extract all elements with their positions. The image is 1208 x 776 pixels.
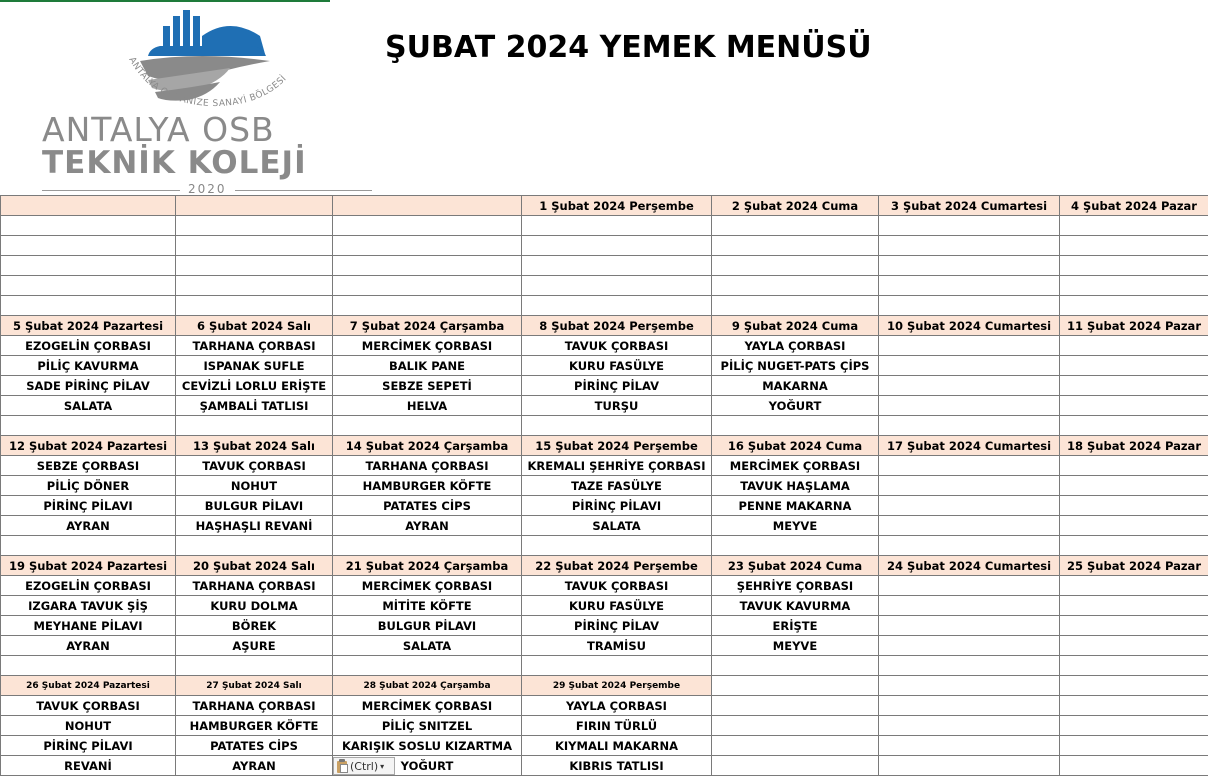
menu-row xyxy=(1,456,1208,476)
menu-cell[interactable]: TRAMİSU xyxy=(522,636,712,656)
menu-cell[interactable] xyxy=(522,536,712,556)
menu-cell[interactable] xyxy=(1060,516,1208,536)
menu-cell[interactable]: SALATA xyxy=(1,396,176,416)
menu-cell[interactable]: KURU FASÜLYE xyxy=(522,356,712,376)
clipboard-icon xyxy=(336,759,348,773)
day-header-cell[interactable]: 17 Şubat 2024 Cumartesi xyxy=(879,436,1060,456)
menu-row xyxy=(1,336,1208,356)
menu-cell[interactable]: TAVUK HAŞLAMA xyxy=(712,476,879,496)
menu-cell[interactable] xyxy=(1060,636,1208,656)
day-header-cell[interactable]: 24 Şubat 2024 Cumartesi xyxy=(879,556,1060,576)
menu-cell[interactable] xyxy=(712,276,879,296)
logo-subtitle: TEKNİK KOLEJİ xyxy=(42,145,382,181)
menu-cell[interactable]: SALATA xyxy=(522,516,712,536)
menu-cell[interactable]: TAVUK ÇORBASI xyxy=(1,696,176,716)
menu-cell[interactable]: MERCİMEK ÇORBASI xyxy=(333,576,522,596)
menu-cell[interactable]: SALATA xyxy=(333,636,522,656)
day-header-cell[interactable] xyxy=(176,196,333,216)
menu-cell[interactable] xyxy=(333,236,522,256)
menu-cell[interactable] xyxy=(176,536,333,556)
menu-cell[interactable] xyxy=(1,256,176,276)
week-header-row xyxy=(1,556,1208,576)
menu-cell[interactable] xyxy=(712,716,879,736)
menu-row xyxy=(1,496,1208,516)
menu-cell[interactable]: PİRİNÇ PİLAVI xyxy=(522,496,712,516)
menu-row xyxy=(1,576,1208,596)
menu-cell[interactable] xyxy=(879,616,1060,636)
menu-row xyxy=(1,536,1208,556)
menu-row xyxy=(1,736,1208,756)
menu-cell[interactable]: TARHANA ÇORBASI xyxy=(176,696,333,716)
menu-cell[interactable]: PİLİÇ KAVURMA xyxy=(1,356,176,376)
menu-cell[interactable] xyxy=(176,296,333,316)
menu-cell[interactable]: KURU FASÜLYE xyxy=(522,596,712,616)
menu-cell[interactable]: TAVUK ÇORBASI xyxy=(522,576,712,596)
menu-row xyxy=(1,276,1208,296)
menu-cell[interactable] xyxy=(879,476,1060,496)
paste-options-button[interactable] xyxy=(333,757,395,775)
menu-cell[interactable]: TAVUK KAVURMA xyxy=(712,596,879,616)
menu-cell[interactable]: ŞAMBALİ TATLISI xyxy=(176,396,333,416)
logo-emblem xyxy=(30,6,390,116)
menu-cell[interactable] xyxy=(712,236,879,256)
menu-cell[interactable] xyxy=(333,656,522,676)
day-header-cell[interactable]: 21 Şubat 2024 Çarşamba xyxy=(333,556,522,576)
menu-cell[interactable]: MEYVE xyxy=(712,636,879,656)
menu-cell[interactable]: AŞURE xyxy=(176,636,333,656)
menu-cell[interactable]: PİRİNÇ PİLAVI xyxy=(1,496,176,516)
menu-cell[interactable] xyxy=(1060,736,1208,756)
menu-cell[interactable]: YOĞURT xyxy=(712,396,879,416)
menu-cell[interactable] xyxy=(1060,576,1208,596)
chevron-down-icon: ▾ xyxy=(380,762,384,771)
menu-cell[interactable] xyxy=(522,296,712,316)
menu-cell[interactable]: KARIŞIK SOSLU KIZARTMA xyxy=(333,736,522,756)
menu-cell[interactable] xyxy=(1060,216,1208,236)
menu-row xyxy=(1,396,1208,416)
menu-cell[interactable]: NOHUT xyxy=(176,476,333,496)
menu-cell[interactable] xyxy=(1060,496,1208,516)
menu-cell[interactable] xyxy=(176,216,333,236)
menu-cell[interactable] xyxy=(1060,296,1208,316)
day-header-cell[interactable]: 28 Şubat 2024 Çarşamba xyxy=(333,676,522,696)
menu-cell[interactable] xyxy=(879,356,1060,376)
day-header-cell[interactable]: 20 Şubat 2024 Salı xyxy=(176,556,333,576)
day-header-cell[interactable] xyxy=(1060,676,1208,696)
day-header-cell[interactable]: 11 Şubat 2024 Pazar xyxy=(1060,316,1208,336)
menu-cell[interactable] xyxy=(712,756,879,776)
school-logo xyxy=(30,6,390,196)
day-header-cell[interactable]: 4 Şubat 2024 Pazar xyxy=(1060,196,1208,216)
menu-cell[interactable] xyxy=(712,696,879,716)
menu-cell[interactable] xyxy=(1060,236,1208,256)
menu-cell[interactable] xyxy=(1,276,176,296)
menu-cell[interactable] xyxy=(176,256,333,276)
menu-cell[interactable] xyxy=(879,656,1060,676)
menu-row xyxy=(1,296,1208,316)
menu-cell[interactable] xyxy=(879,276,1060,296)
menu-cell[interactable] xyxy=(1060,716,1208,736)
menu-cell[interactable]: BULGUR PİLAVI xyxy=(176,496,333,516)
day-header-cell[interactable]: 2 Şubat 2024 Cuma xyxy=(712,196,879,216)
menu-cell[interactable] xyxy=(1060,256,1208,276)
menu-cell[interactable]: PİRİNÇ PİLAVI xyxy=(1,736,176,756)
menu-cell[interactable]: YAYLA ÇORBASI xyxy=(712,336,879,356)
menu-cell[interactable]: SEBZE ÇORBASI xyxy=(1,456,176,476)
menu-cell[interactable] xyxy=(879,596,1060,616)
menu-row xyxy=(1,656,1208,676)
day-header-cell[interactable]: 9 Şubat 2024 Cuma xyxy=(712,316,879,336)
day-header-cell[interactable]: 27 Şubat 2024 Salı xyxy=(176,676,333,696)
menu-cell[interactable] xyxy=(1060,376,1208,396)
menu-cell[interactable] xyxy=(879,456,1060,476)
week-header-row xyxy=(1,316,1208,336)
logo-arc-text: ANTALYA ORGANİZE SANAYİ BÖLGESİ xyxy=(126,56,288,109)
menu-cell[interactable]: KREMALI ŞEHRİYE ÇORBASI xyxy=(522,456,712,476)
menu-cell[interactable] xyxy=(333,216,522,236)
menu-cell[interactable] xyxy=(879,716,1060,736)
menu-cell[interactable] xyxy=(879,736,1060,756)
menu-cell[interactable] xyxy=(333,416,522,436)
day-header-cell[interactable]: 23 Şubat 2024 Cuma xyxy=(712,556,879,576)
day-header-cell[interactable]: 8 Şubat 2024 Perşembe xyxy=(522,316,712,336)
paste-options-label: (Ctrl) xyxy=(350,760,378,773)
menu-row xyxy=(1,516,1208,536)
menu-cell[interactable]: BULGUR PİLAVI xyxy=(333,616,522,636)
menu-cell[interactable]: AYRAN xyxy=(333,516,522,536)
menu-cell[interactable] xyxy=(522,256,712,276)
menu-cell[interactable]: AYRAN xyxy=(176,756,333,776)
menu-cell[interactable] xyxy=(1,536,176,556)
menu-cell[interactable]: MERCİMEK ÇORBASI xyxy=(333,696,522,716)
day-header-cell[interactable]: 16 Şubat 2024 Cuma xyxy=(712,436,879,456)
menu-cell[interactable]: TAZE FASÜLYE xyxy=(522,476,712,496)
menu-grid xyxy=(0,195,1208,776)
menu-cell[interactable] xyxy=(522,416,712,436)
menu-cell[interactable] xyxy=(333,256,522,276)
menu-cell[interactable]: MAKARNA xyxy=(712,376,879,396)
menu-cell[interactable]: ERİŞTE xyxy=(712,616,879,636)
menu-cell[interactable]: AYRAN xyxy=(1,516,176,536)
logo-year: 2020 xyxy=(180,182,235,196)
menu-cell[interactable] xyxy=(1,416,176,436)
logo-name: ANTALYA OSB xyxy=(42,110,382,149)
menu-cell[interactable] xyxy=(522,276,712,296)
menu-row xyxy=(1,716,1208,736)
menu-cell[interactable]: HELVA xyxy=(333,396,522,416)
menu-row xyxy=(1,416,1208,436)
menu-cell[interactable]: AYRAN xyxy=(1,636,176,656)
day-header-cell[interactable] xyxy=(712,676,879,696)
menu-cell[interactable] xyxy=(333,276,522,296)
menu-cell[interactable]: BALIK PANE xyxy=(333,356,522,376)
menu-cell[interactable] xyxy=(712,256,879,276)
menu-cell[interactable] xyxy=(522,236,712,256)
menu-cell[interactable] xyxy=(879,636,1060,656)
menu-cell[interactable] xyxy=(879,396,1060,416)
menu-cell[interactable] xyxy=(1,216,176,236)
menu-cell[interactable]: MEYHANE PİLAVI xyxy=(1,616,176,636)
menu-row xyxy=(1,216,1208,236)
day-header-cell[interactable]: 6 Şubat 2024 Salı xyxy=(176,316,333,336)
menu-cell[interactable]: PİRİNÇ PİLAV xyxy=(522,616,712,636)
menu-cell[interactable]: KIBRIS TATLISI xyxy=(522,756,712,776)
week-header-row xyxy=(1,196,1208,216)
day-header-cell[interactable]: 12 Şubat 2024 Pazartesi xyxy=(1,436,176,456)
menu-cell[interactable]: MEYVE xyxy=(712,516,879,536)
menu-cell[interactable]: ŞEHRİYE ÇORBASI xyxy=(712,576,879,596)
menu-cell[interactable] xyxy=(1060,456,1208,476)
menu-cell[interactable] xyxy=(1060,616,1208,636)
menu-cell[interactable] xyxy=(712,656,879,676)
menu-cell[interactable]: SEBZE SEPETİ xyxy=(333,376,522,396)
menu-cell[interactable]: TARHANA ÇORBASI xyxy=(333,456,522,476)
day-header-cell[interactable]: 22 Şubat 2024 Perşembe xyxy=(522,556,712,576)
menu-row xyxy=(1,756,1208,776)
menu-cell[interactable]: BÖREK xyxy=(176,616,333,636)
menu-cell[interactable] xyxy=(1060,756,1208,776)
menu-cell[interactable] xyxy=(879,696,1060,716)
day-header-cell[interactable]: 3 Şubat 2024 Cumartesi xyxy=(879,196,1060,216)
menu-cell[interactable] xyxy=(1060,336,1208,356)
week-header-row xyxy=(1,436,1208,456)
day-header-cell[interactable]: 19 Şubat 2024 Pazartesi xyxy=(1,556,176,576)
menu-cell[interactable]: PİLİÇ SNITZEL xyxy=(333,716,522,736)
menu-cell[interactable] xyxy=(1060,696,1208,716)
menu-cell[interactable] xyxy=(1,296,176,316)
menu-cell[interactable]: SADE PİRİNÇ PİLAV xyxy=(1,376,176,396)
menu-cell[interactable]: PİLİÇ DÖNER xyxy=(1,476,176,496)
menu-cell[interactable] xyxy=(176,236,333,256)
menu-cell[interactable]: TARHANA ÇORBASI xyxy=(176,576,333,596)
menu-cell[interactable] xyxy=(176,416,333,436)
menu-cell[interactable]: YOĞURT xyxy=(333,756,522,776)
menu-cell[interactable] xyxy=(712,416,879,436)
menu-cell[interactable] xyxy=(1060,536,1208,556)
menu-cell[interactable] xyxy=(522,656,712,676)
menu-cell[interactable]: NOHUT xyxy=(1,716,176,736)
menu-row xyxy=(1,256,1208,276)
menu-row xyxy=(1,636,1208,656)
menu-cell[interactable] xyxy=(879,536,1060,556)
menu-cell[interactable] xyxy=(879,376,1060,396)
menu-cell[interactable] xyxy=(333,536,522,556)
menu-row xyxy=(1,236,1208,256)
menu-cell[interactable]: HAŞHAŞLI REVANİ xyxy=(176,516,333,536)
day-header-cell[interactable]: 15 Şubat 2024 Perşembe xyxy=(522,436,712,456)
menu-cell[interactable]: TAVUK ÇORBASI xyxy=(522,336,712,356)
menu-cell[interactable]: ISPANAK SUFLE xyxy=(176,356,333,376)
menu-cell[interactable] xyxy=(879,756,1060,776)
menu-cell[interactable] xyxy=(879,296,1060,316)
day-header-cell[interactable]: 13 Şubat 2024 Salı xyxy=(176,436,333,456)
menu-cell[interactable] xyxy=(879,416,1060,436)
day-header-cell[interactable] xyxy=(333,196,522,216)
menu-cell[interactable]: PİRİNÇ PİLAV xyxy=(522,376,712,396)
menu-cell[interactable] xyxy=(176,656,333,676)
menu-cell[interactable] xyxy=(879,336,1060,356)
menu-cell[interactable]: MERCİMEK ÇORBASI xyxy=(333,336,522,356)
menu-cell[interactable]: MİTİTE KÖFTE xyxy=(333,596,522,616)
day-header-cell[interactable] xyxy=(1,196,176,216)
menu-cell[interactable] xyxy=(879,256,1060,276)
menu-cell[interactable] xyxy=(1,236,176,256)
menu-cell[interactable] xyxy=(1060,476,1208,496)
menu-cell[interactable]: KURU DOLMA xyxy=(176,596,333,616)
menu-cell[interactable] xyxy=(879,496,1060,516)
menu-row xyxy=(1,476,1208,496)
menu-cell[interactable]: REVANİ xyxy=(1,756,176,776)
menu-cell[interactable]: KIYMALI MAKARNA xyxy=(522,736,712,756)
day-header-cell[interactable]: 29 Şubat 2024 Perşembe xyxy=(522,676,712,696)
menu-cell[interactable] xyxy=(1060,396,1208,416)
menu-cell[interactable] xyxy=(879,216,1060,236)
menu-row xyxy=(1,596,1208,616)
menu-cell[interactable] xyxy=(879,516,1060,536)
menu-cell[interactable] xyxy=(712,736,879,756)
menu-cell[interactable] xyxy=(1,656,176,676)
menu-cell[interactable] xyxy=(1060,596,1208,616)
menu-cell[interactable] xyxy=(1060,356,1208,376)
day-header-cell[interactable]: 25 Şubat 2024 Pazar xyxy=(1060,556,1208,576)
menu-cell[interactable] xyxy=(1060,416,1208,436)
day-header-cell[interactable]: 26 Şubat 2024 Pazartesi xyxy=(1,676,176,696)
day-header-cell[interactable]: 1 Şubat 2024 Perşembe xyxy=(522,196,712,216)
menu-cell[interactable]: HAMBURGER KÖFTE xyxy=(333,476,522,496)
day-header-cell[interactable]: 18 Şubat 2024 Pazar xyxy=(1060,436,1208,456)
menu-cell[interactable]: PENNE MAKARNA xyxy=(712,496,879,516)
menu-cell[interactable] xyxy=(1060,276,1208,296)
menu-cell[interactable]: PATATES CİPS xyxy=(333,496,522,516)
menu-cell[interactable]: EZOGELİN ÇORBASI xyxy=(1,576,176,596)
menu-row xyxy=(1,356,1208,376)
menu-cell[interactable] xyxy=(176,276,333,296)
day-header-cell[interactable]: 10 Şubat 2024 Cumartesi xyxy=(879,316,1060,336)
menu-cell[interactable]: PİLİÇ NUGET-PATS ÇİPS xyxy=(712,356,879,376)
menu-cell[interactable]: PATATES CİPS xyxy=(176,736,333,756)
menu-cell[interactable]: HAMBURGER KÖFTE xyxy=(176,716,333,736)
menu-cell[interactable]: TARHANA ÇORBASI xyxy=(176,336,333,356)
menu-cell[interactable]: CEVİZLİ LORLU ERİŞTE xyxy=(176,376,333,396)
day-header-cell[interactable] xyxy=(879,676,1060,696)
menu-row xyxy=(1,616,1208,636)
menu-cell[interactable] xyxy=(879,576,1060,596)
menu-cell[interactable]: TURŞU xyxy=(522,396,712,416)
day-header-cell[interactable]: 7 Şubat 2024 Çarşamba xyxy=(333,316,522,336)
menu-cell[interactable] xyxy=(1060,656,1208,676)
menu-cell[interactable]: IZGARA TAVUK ŞİŞ xyxy=(1,596,176,616)
page-title: ŞUBAT 2024 YEMEK MENÜSÜ xyxy=(385,30,872,65)
menu-cell[interactable] xyxy=(522,216,712,236)
week-header-row xyxy=(1,676,1208,696)
menu-cell[interactable] xyxy=(712,296,879,316)
menu-cell[interactable]: TAVUK ÇORBASI xyxy=(176,456,333,476)
menu-cell[interactable] xyxy=(712,536,879,556)
menu-cell[interactable]: FIRIN TÜRLÜ xyxy=(522,716,712,736)
menu-row xyxy=(1,376,1208,396)
menu-cell[interactable]: EZOGELİN ÇORBASI xyxy=(1,336,176,356)
menu-cell[interactable] xyxy=(879,236,1060,256)
menu-cell[interactable]: YAYLA ÇORBASI xyxy=(522,696,712,716)
menu-row xyxy=(1,696,1208,716)
window-top-accent-line xyxy=(0,0,330,2)
menu-cell[interactable] xyxy=(333,296,522,316)
day-header-cell[interactable]: 14 Şubat 2024 Çarşamba xyxy=(333,436,522,456)
menu-cell[interactable]: MERCİMEK ÇORBASI xyxy=(712,456,879,476)
menu-cell[interactable] xyxy=(712,216,879,236)
day-header-cell[interactable]: 5 Şubat 2024 Pazartesi xyxy=(1,316,176,336)
